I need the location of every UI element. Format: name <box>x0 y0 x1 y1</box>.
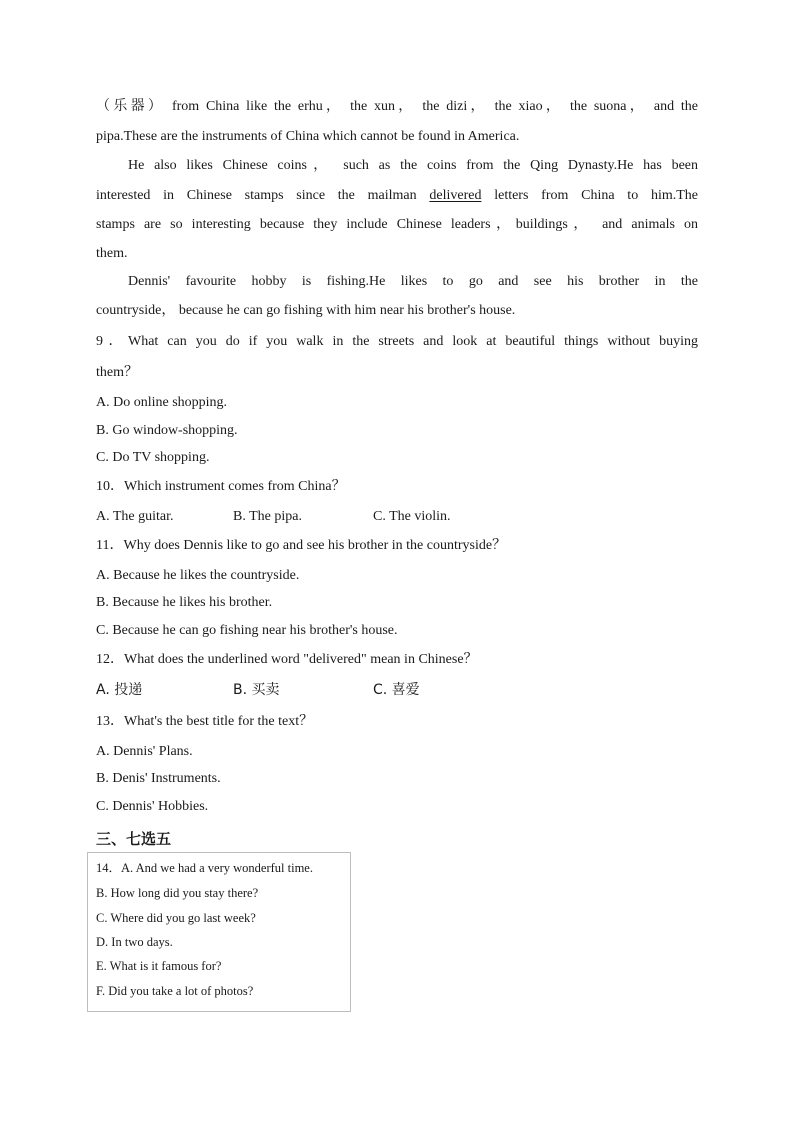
question-stem: 13．What's the best title for the text？ <box>96 714 314 729</box>
answer-option: C. Dennis' Hobbies. <box>96 799 209 814</box>
answer-option: B. Go window-shopping. <box>96 423 238 438</box>
passage-text: interested in Chinese stamps since the mailman <box>96 188 430 203</box>
options-box <box>87 852 351 1012</box>
answer-option: B. 买卖 <box>233 682 280 698</box>
answer-option: A. Dennis' Plans. <box>96 744 193 759</box>
passage-line: them. <box>96 246 128 261</box>
answer-option: B. Because he likes his brother. <box>96 595 273 610</box>
box-option: C. Where did you go last week? <box>96 911 256 925</box>
passage-line: pipa.These are the instruments of China which cannot be found in America. <box>96 129 520 144</box>
passage-line: （乐器） from China like the erhu， the xun， the dizi， the xiao， the suona， and the <box>96 99 698 114</box>
answer-option: C. Do TV shopping. <box>96 450 210 465</box>
answer-option: A. 投递 <box>96 682 143 698</box>
section-title: 三、七选五 <box>96 830 172 848</box>
question-stem: 10．Which instrument comes from China？ <box>96 479 346 494</box>
passage-line: Dennis' favourite hobby is fishing.He likes to go and see his brother in the <box>128 274 698 289</box>
box-option: D. In two days. <box>96 935 173 949</box>
box-option: B. How long did you stay there? <box>96 886 259 900</box>
question-stem: them？ <box>96 365 138 380</box>
passage-line: countryside， because he can go fishing with him near his brother's house. <box>96 303 516 318</box>
passage-line: He also likes Chinese coins， such as the coins from the Qing Dynasty.He has been <box>128 158 698 173</box>
answer-option: C. The violin. <box>373 509 451 524</box>
question-stem: 11．Why does Dennis like to go and see his brother in the countryside？ <box>96 538 507 553</box>
answer-option: B. The pipa. <box>233 509 302 524</box>
answer-option: A. The guitar. <box>96 509 174 524</box>
box-option: 14．A. And we had a very wonderful time. <box>96 861 313 875</box>
passage-line: stamps are so interesting because they include Chinese leaders，buildings， and animals on <box>96 217 698 232</box>
answer-option: A. Because he likes the countryside. <box>96 568 300 583</box>
answer-option: C. 喜爱 <box>373 682 420 698</box>
answer-option: C. Because he can go fishing near his brother's house. <box>96 623 398 638</box>
question-stem: 12．What does the underlined word "delivered" mean in Chinese？ <box>96 652 478 667</box>
answer-option: A. Do online shopping. <box>96 395 228 410</box>
underlined-word: delivered <box>429 188 482 203</box>
passage-line <box>96 187 698 205</box>
question-stem: 9．What can you do if you walk in the streets and look at beautiful things without buying <box>96 334 698 349</box>
passage-text: letters from China to him.The <box>481 188 698 203</box>
answer-option: B. Denis' Instruments. <box>96 771 221 786</box>
box-option: F. Did you take a lot of photos? <box>96 984 254 998</box>
box-option: E. What is it famous for? <box>96 959 222 973</box>
